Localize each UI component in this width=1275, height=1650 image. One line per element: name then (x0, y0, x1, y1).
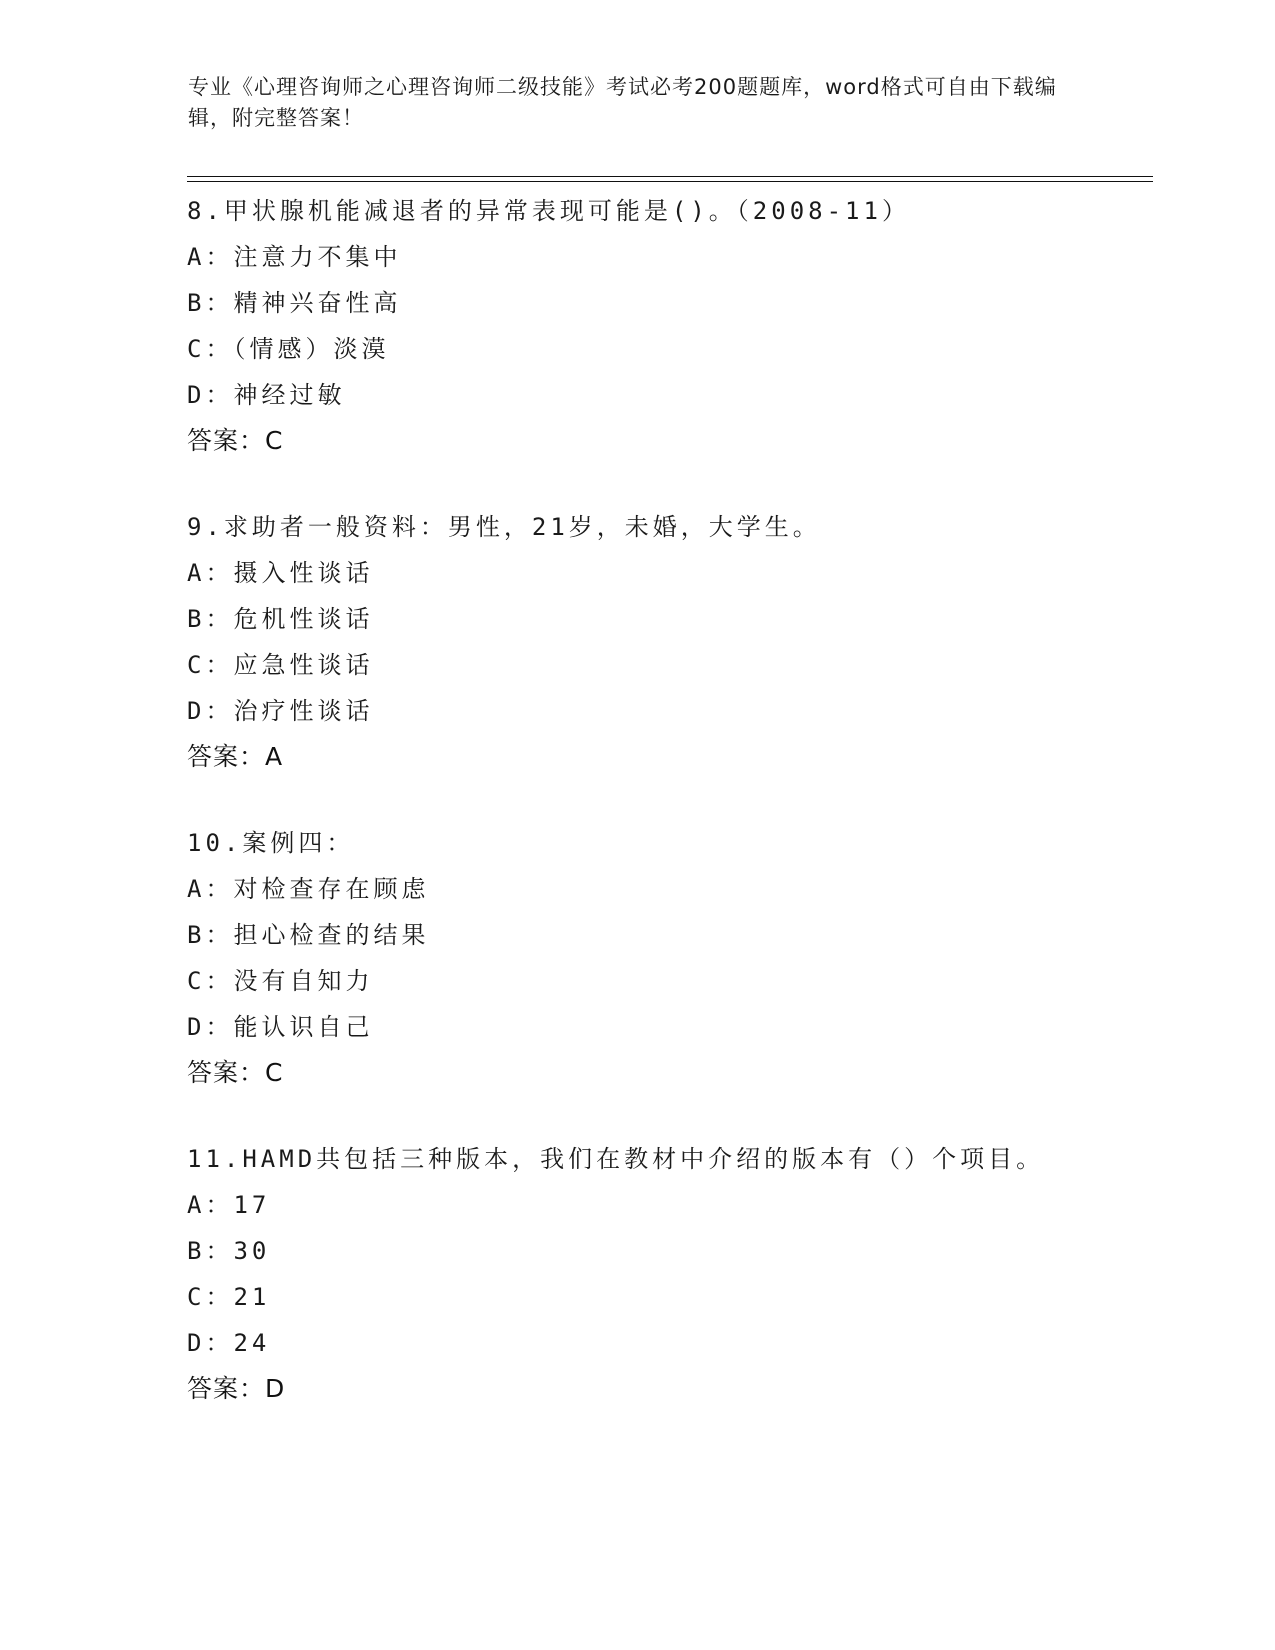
option-c: C：（情感）淡漠 (187, 335, 390, 363)
answer-label: 答案：C (187, 426, 284, 455)
option-b: B：担心检查的结果 (187, 921, 430, 949)
option-d: D：24 (187, 1329, 271, 1357)
option-c: C：21 (187, 1283, 271, 1311)
question-stem: 9.求助者一般资料：男性，21岁，未婚，大学生。 (187, 513, 821, 541)
header-divider-top (187, 176, 1153, 177)
answer-label: 答案：C (187, 1058, 284, 1087)
option-a: A：注意力不集中 (187, 243, 402, 271)
question-10 (187, 820, 1147, 1096)
question-11 (187, 1136, 1147, 1412)
option-a: A：摄入性谈话 (187, 559, 374, 587)
answer-label: 答案：D (187, 1374, 286, 1403)
option-d: D：治疗性谈话 (187, 697, 374, 725)
option-d: D：神经过敏 (187, 381, 346, 409)
question-stem: 8.甲状腺机能减退者的异常表现可能是()。（2008-11） (187, 197, 910, 225)
question-list (187, 188, 1147, 1452)
answer-label: 答案：A (187, 742, 284, 771)
header-divider-bottom (187, 181, 1153, 182)
option-a: A：对检查存在顾虑 (187, 875, 430, 903)
question-9 (187, 504, 1147, 780)
option-a: A：17 (187, 1191, 271, 1219)
option-b: B：精神兴奋性高 (187, 289, 402, 317)
option-c: C：应急性谈话 (187, 651, 374, 679)
option-b: B：危机性谈话 (187, 605, 374, 633)
option-c: C：没有自知力 (187, 967, 374, 995)
question-8 (187, 188, 1147, 464)
document-intro: 专业《心理咨询师之心理咨询师二级技能》考试必考200题题库，word格式可自由下载编辑，附完整答案！ (188, 75, 1057, 130)
option-d: D：能认识自己 (187, 1013, 374, 1041)
option-b: B：30 (187, 1237, 271, 1265)
question-stem: 11.HAMD共包括三种版本，我们在教材中介绍的版本有（）个项目。 (187, 1145, 1045, 1173)
question-stem: 10.案例四： (187, 829, 355, 857)
